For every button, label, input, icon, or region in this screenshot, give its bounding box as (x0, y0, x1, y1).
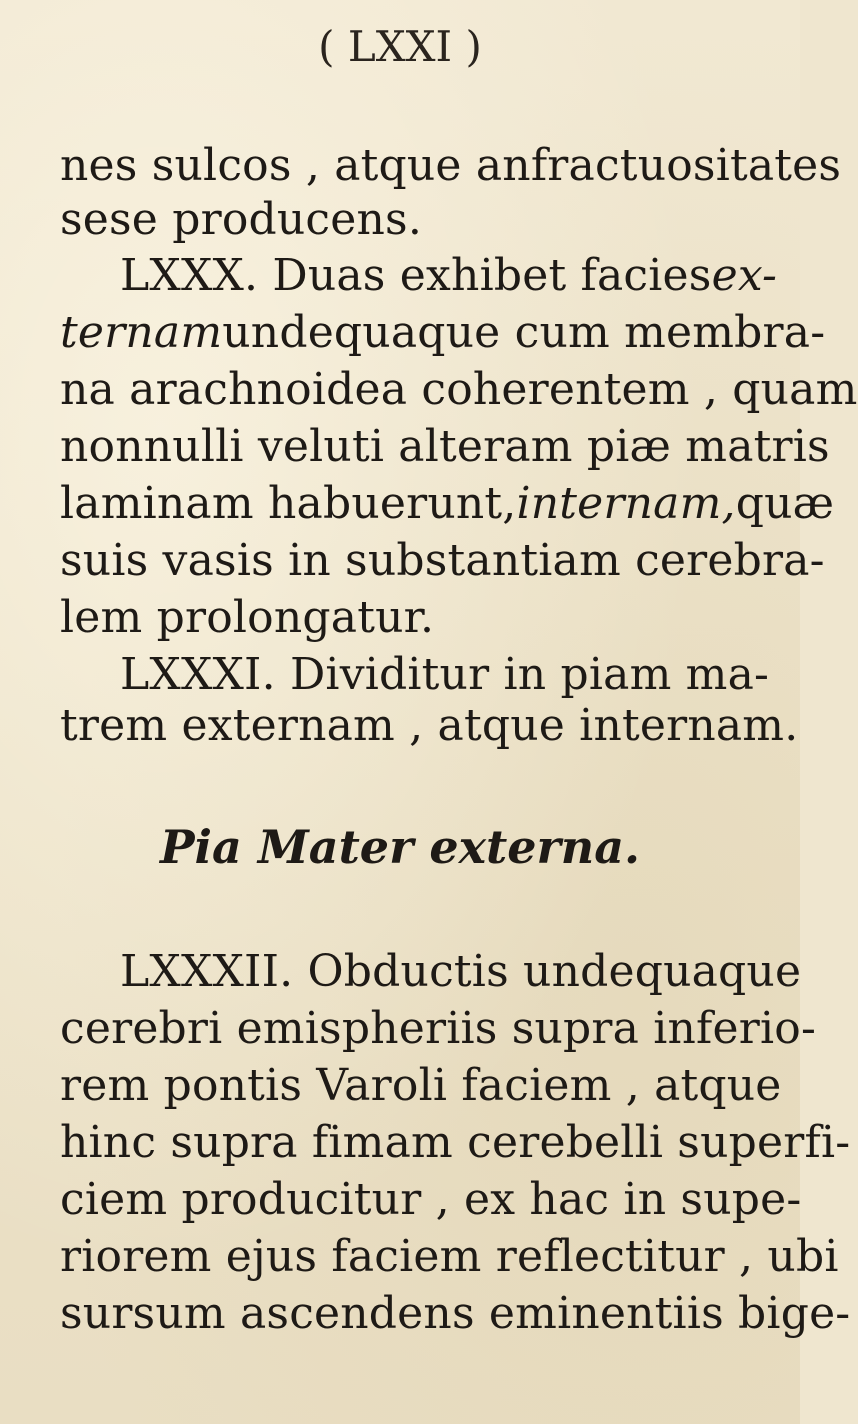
section-heading: Pia Mater externa. (159, 820, 641, 874)
text-line-6: nonnulli veluti alteram piæ matris (60, 421, 830, 472)
text-line-11: trem externam , atque internam. (60, 700, 799, 751)
text-line-18: sursum ascendens eminentiis bige- (60, 1288, 851, 1339)
text-line-8: suis vasis in substantiam cerebra- (60, 535, 825, 586)
text-line-3 (120, 250, 778, 302)
line-text: undequaque cum membra- (222, 307, 826, 358)
text-line-17: riorem ejus faciem reflectitur , ubi (60, 1231, 839, 1282)
text-line-14: rem pontis Varoli faciem , atque (60, 1060, 782, 1111)
text-line-9: lem prolongatur. (60, 592, 435, 643)
text-line-7 (60, 478, 835, 530)
text-line-15: hinc supra fimam cerebelli superfi- (60, 1117, 851, 1168)
line-text: nes sulcos , atque anfractuositates (60, 140, 842, 191)
text-line-13: cerebri emispheriis supra inferio- (60, 1003, 817, 1054)
page-number-header: ( LXXI ) (318, 22, 482, 71)
text-line-12: LXXXII. Obductis undequaque (120, 946, 802, 997)
text-line-16: ciem producitur , ex hac in supe- (60, 1174, 802, 1225)
text-line-2: sese producens. (60, 194, 423, 245)
line-text: quæ (735, 478, 835, 529)
text-line-5: na arachnoidea coherentem , quam (60, 364, 858, 415)
text-line-4 (60, 307, 826, 359)
line-text: laminam habuerunt, (60, 478, 517, 529)
line-text: LXXX. Duas exhibet facies (120, 250, 712, 301)
line-text-italic: ternam (60, 307, 223, 358)
text-line-1 (60, 140, 842, 192)
text-line-10: LXXXI. Dividitur in piam ma- (120, 649, 770, 700)
line-text-italic: ex- (711, 250, 778, 301)
line-text-italic: internam, (516, 478, 736, 529)
